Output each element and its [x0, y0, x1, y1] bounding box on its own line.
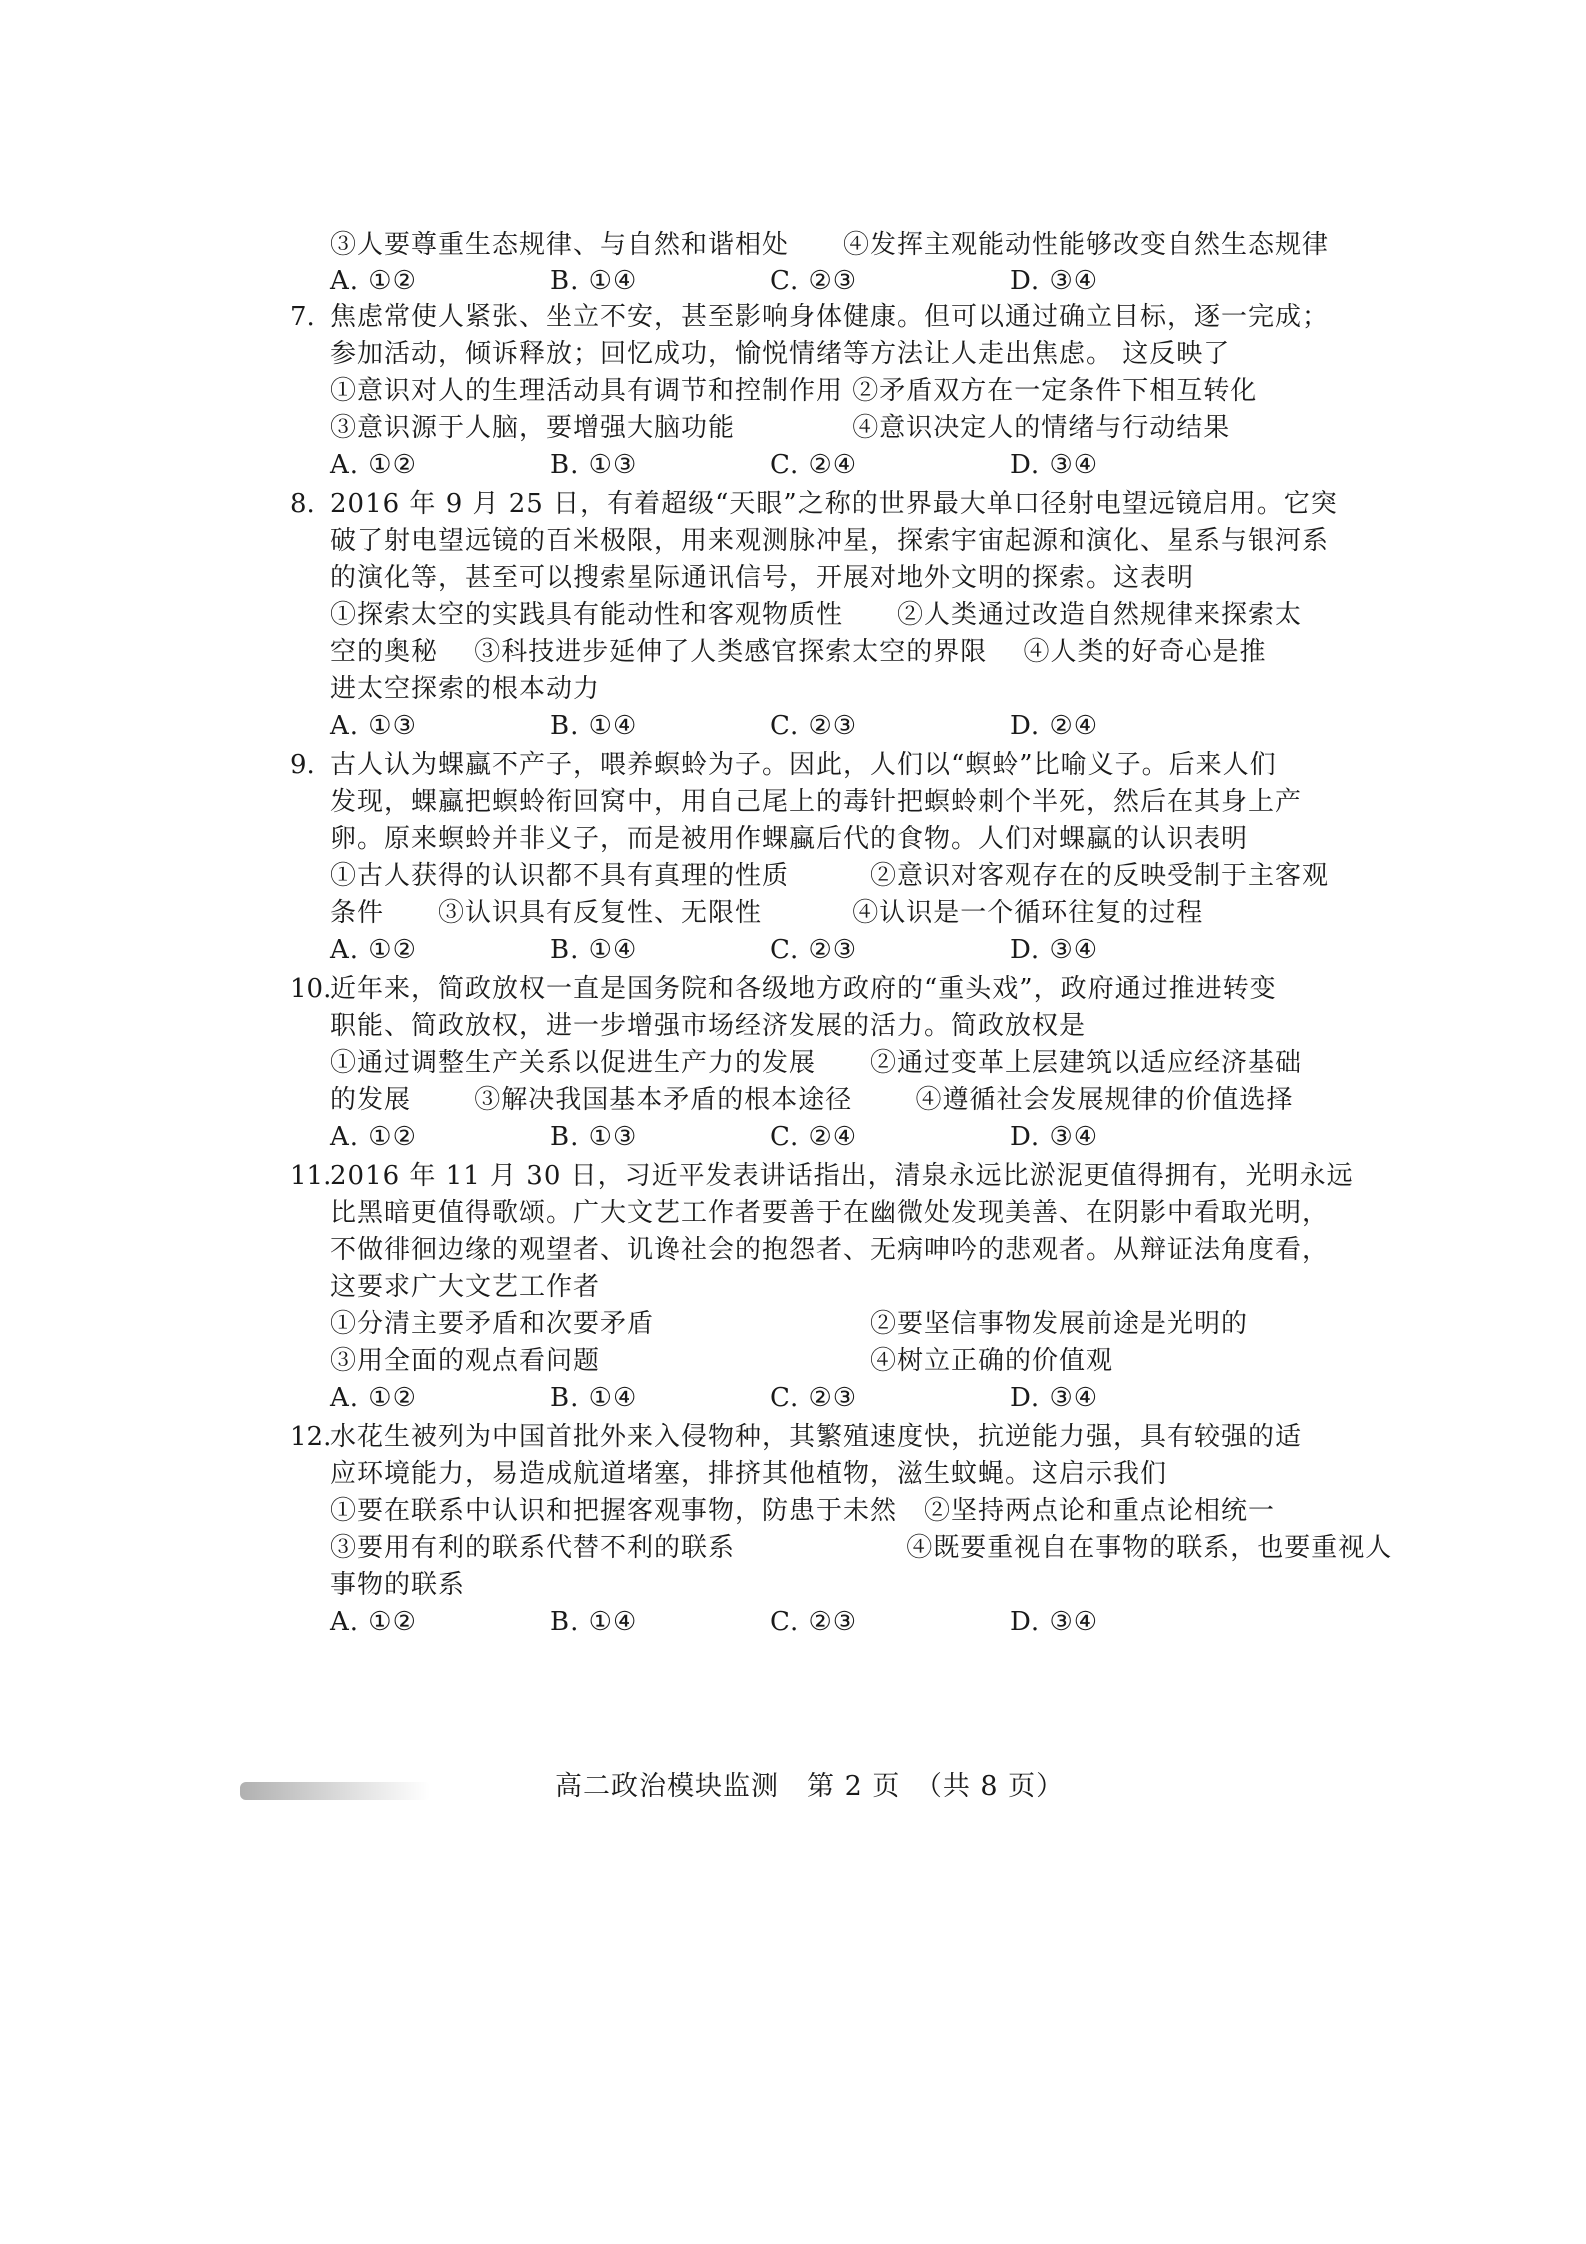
answer-option: A. ①② [330, 935, 417, 965]
answer-option: C. ②③ [770, 1607, 858, 1637]
answer-option: A. ①② [330, 450, 417, 480]
question-line: 水花生被列为中国首批外来入侵物种，其繁殖速度快，抗逆能力强，具有较强的适 [330, 1422, 1303, 1452]
question-line: ①探索太空的实践具有能动性和客观物质性 ②人类通过改造自然规律来探索太 [330, 600, 1303, 630]
question-line: 2016 年 11 月 30 日，习近平发表讲话指出，清泉永远比淤泥更值得拥有，光明永远 [330, 1161, 1354, 1191]
answer-option: B. ①③ [550, 450, 638, 480]
answer-option: B. ①④ [550, 266, 638, 296]
answer-option: A. ①② [330, 1607, 417, 1637]
answer-option: C. ②③ [770, 935, 858, 965]
answer-option: D. ③④ [1010, 1122, 1099, 1152]
question-number: 11. [290, 1161, 332, 1191]
answer-option: D. ③④ [1010, 1383, 1099, 1413]
question-number: 10. [290, 974, 332, 1004]
question-line: 空的奥秘 ③科技进步延伸了人类感官探索太空的界限 ④人类的好奇心是推 [330, 637, 1267, 667]
scan-smudge [240, 1782, 430, 1800]
answer-option: C. ②③ [770, 1383, 858, 1413]
question-number: 7. [290, 302, 315, 332]
question-line: 这要求广大文艺工作者 [330, 1272, 601, 1302]
question-number: 12. [290, 1422, 332, 1452]
question-line: 发现，蜾蠃把螟蛉衔回窝中，用自己尾上的毒针把螟蛉刺个半死，然后在其身上产 [330, 787, 1303, 817]
question-line: ①通过调整生产关系以促进生产力的发展 ②通过变革上层建筑以适应经济基础 [330, 1048, 1303, 1078]
answer-option: C. ②③ [770, 266, 858, 296]
answer-option: D. ③④ [1010, 266, 1099, 296]
question-line: 职能、简政放权，进一步增强市场经济发展的活力。简政放权是 [330, 1011, 1087, 1041]
question-line: ①意识对人的生理活动具有调节和控制作用 ②矛盾双方在一定条件下相互转化 [330, 376, 1258, 406]
answer-option: A. ①② [330, 1383, 417, 1413]
question-line: 的发展 ③解决我国基本矛盾的根本途径 ④遵循社会发展规律的价值选择 [330, 1085, 1294, 1115]
answer-option: C. ②③ [770, 711, 858, 741]
question-line: ③意识源于人脑，要增强大脑功能 ④意识决定人的情绪与行动结果 [330, 413, 1231, 443]
question-number: 9. [290, 750, 315, 780]
question-line: ①要在联系中认识和把握客观事物，防患于未然 ②坚持两点论和重点论相统一 [330, 1496, 1276, 1526]
question-line: 古人认为蜾蠃不产子，喂养螟蛉为子。因此，人们以“螟蛉”比喻义子。后来人们 [330, 750, 1277, 780]
answer-option: B. ①③ [550, 1122, 638, 1152]
question-line: 事物的联系 [330, 1570, 466, 1600]
answer-option: A. ①② [330, 1122, 417, 1152]
question-line: 不做徘徊边缘的观望者、讥谗社会的抱怨者、无病呻吟的悲观者。从辩证法角度看， [330, 1235, 1330, 1265]
question-line: 应环境能力，易造成航道堵塞，排挤其他植物，滋生蚊蝇。这启示我们 [330, 1459, 1168, 1489]
question-line: 进太空探索的根本动力 [330, 674, 601, 704]
question-line: ①古人获得的认识都不具有真理的性质 ②意识对客观存在的反映受制于主客观 [330, 861, 1330, 891]
question-line: 2016 年 9 月 25 日，有着超级“天眼”之称的世界最大单口径射电望远镜启用。它突 [330, 489, 1338, 519]
answer-option: A. ①③ [330, 711, 417, 741]
answer-option: B. ①④ [550, 935, 638, 965]
question-line: ③人要尊重生态规律、与自然和谐相处 ④发挥主观能动性能够改变自然生态规律 [330, 230, 1330, 260]
answer-option: A. ①② [330, 266, 417, 296]
answer-option: D. ②④ [1010, 711, 1099, 741]
question-line: 破了射电望远镜的百米极限，用来观测脉冲星，探索宇宙起源和演化、星系与银河系 [330, 526, 1330, 556]
question-line: ①分清主要矛盾和次要矛盾 ②要坚信事物发展前途是光明的 [330, 1309, 1249, 1339]
question-line: 卵。原来螟蛉并非义子，而是被用作蜾蠃后代的食物。人们对蜾蠃的认识表明 [330, 824, 1249, 854]
answer-option: D. ③④ [1010, 1607, 1099, 1637]
question-line: 近年来，简政放权一直是国务院和各级地方政府的“重头戏”，政府通过推进转变 [330, 974, 1277, 1004]
question-line: 焦虑常使人紧张、坐立不安，甚至影响身体健康。但可以通过确立目标，逐一完成； [330, 302, 1330, 332]
question-line: 比黑暗更值得歌颂。广大文艺工作者要善于在幽微处发现美善、在阴影中看取光明， [330, 1198, 1330, 1228]
answer-option: B. ①④ [550, 711, 638, 741]
answer-option: C. ②④ [770, 450, 858, 480]
page-footer: 高二政治模块监测 第 2 页 （共 8 页） [555, 1771, 1065, 1802]
answer-option: B. ①④ [550, 1607, 638, 1637]
answer-option: B. ①④ [550, 1383, 638, 1413]
question-number: 8. [290, 489, 315, 519]
answer-option: C. ②④ [770, 1122, 858, 1152]
question-line: ③用全面的观点看问题 ④树立正确的价值观 [330, 1346, 1114, 1376]
answer-option: D. ③④ [1010, 935, 1099, 965]
question-line: 参加活动，倾诉释放；回忆成功，愉悦情绪等方法让人走出焦虑。 这反映了 [330, 339, 1231, 369]
question-line: 的演化等，甚至可以搜索星际通讯信号，开展对地外文明的探索。这表明 [330, 563, 1195, 593]
answer-option: D. ③④ [1010, 450, 1099, 480]
question-line: ③要用有利的联系代替不利的联系 ④既要重视自在事物的联系，也要重视人 [330, 1533, 1393, 1563]
question-line: 条件 ③认识具有反复性、无限性 ④认识是一个循环往复的过程 [330, 898, 1204, 928]
